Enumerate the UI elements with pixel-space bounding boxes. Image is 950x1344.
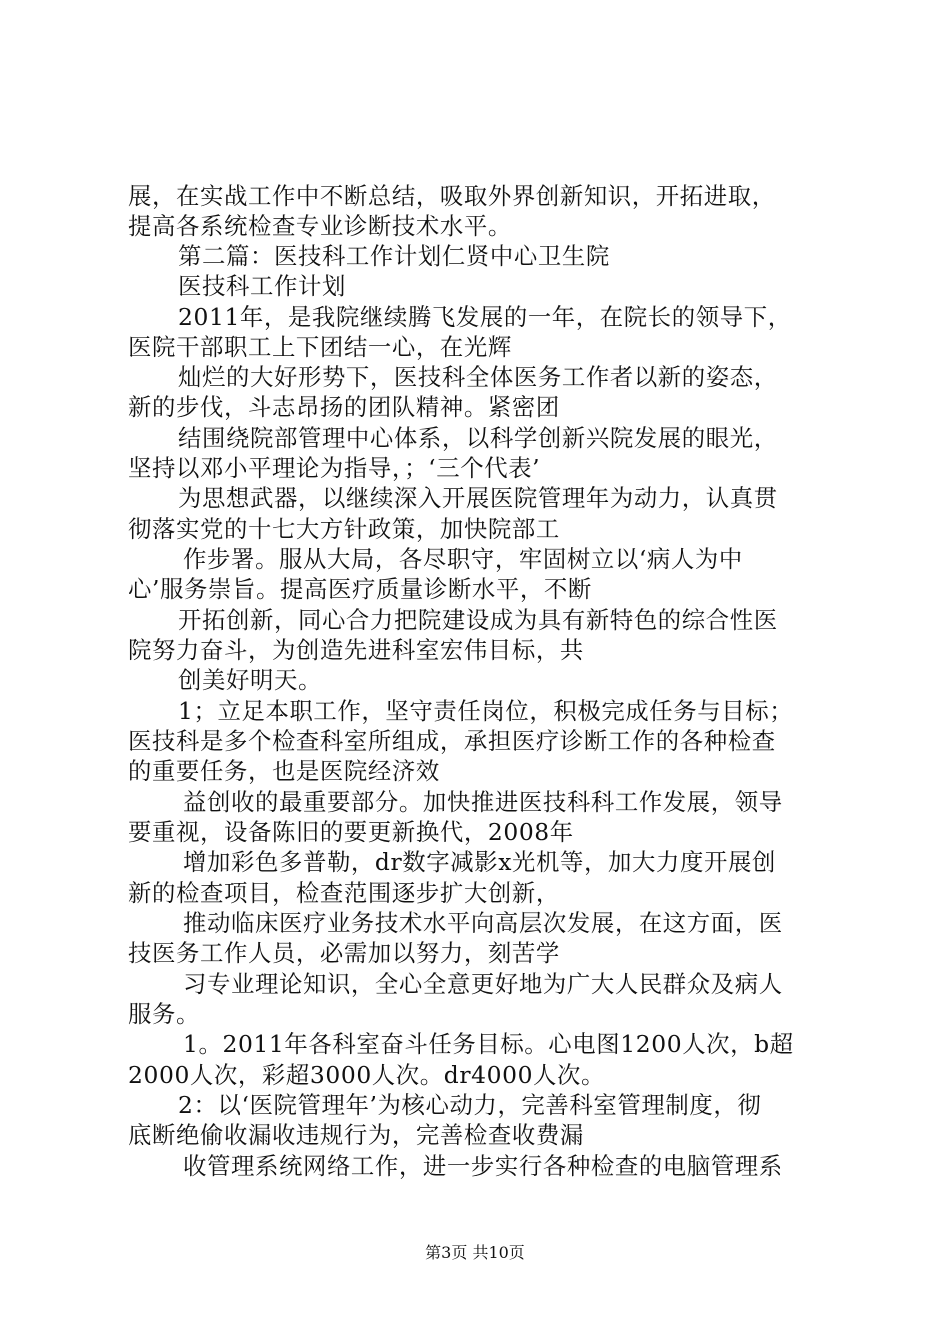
text-line: 新的步伐，斗志昂扬的团队精神。紧密团	[128, 393, 560, 421]
text-line: 院努力奋斗，为创造先进科室宏伟目标，共	[128, 636, 584, 664]
text-line: 为思想武器，以继续深入开展医院管理年为动力，认真贯	[178, 484, 778, 512]
text-line: 2：以‘医院管理年’为核心动力，完善科室管理制度，彻	[178, 1091, 762, 1119]
page-indicator: 第3页 共10页	[425, 1243, 525, 1262]
text-line: 2000人次，彩超3000人次。dr4000人次。	[128, 1061, 606, 1089]
text-line: 底断绝偷收漏收违规行为，完善检查收费漏	[128, 1121, 584, 1149]
text-line: 医技科是多个检查科室所组成，承担医疗诊断工作的各种检查	[128, 727, 776, 755]
text-line: 开拓创新，同心合力把院建设成为具有新特色的综合性医	[178, 606, 778, 634]
text-line: 展，在实战工作中不断总结，吸取外界创新知识，开拓进取，	[128, 182, 776, 210]
text-line: 坚持以邓小平理论为指导，；‘三个代表’	[128, 454, 541, 482]
text-line: 灿烂的大好形势下，医技科全体医务工作者以新的姿态，	[178, 363, 778, 391]
text-line: 推动临床医疗业务技术水平向高层次发展，在这方面，医	[183, 909, 783, 937]
text-line: 医院干部职工上下团结一心，在光辉	[128, 333, 512, 361]
text-line: 彻落实党的十七大方针政策，加快院部工	[128, 515, 560, 543]
text-line: 习专业理论知识，全心全意更好地为广大人民群众及病人	[183, 970, 783, 998]
text-line: 1；立足本职工作，坚守责任岗位，积极完成任务与目标；	[178, 697, 794, 725]
text-line: 要重视，设备陈旧的要更新换代，2008年	[128, 818, 574, 846]
text-line: 心’服务崇旨。提高医疗质量诊断水平，不断	[128, 575, 592, 603]
text-line: 1。2011年各科室奋斗任务目标。心电图1200人次，b超	[183, 1030, 794, 1058]
plan-title: 医技科工作计划	[178, 272, 346, 300]
text-line: 提高各系统检查专业诊断技术水平。	[128, 212, 512, 240]
text-line: 新的检查项目，检查范围逐步扩大创新，	[128, 879, 560, 907]
text-line: 作步署。服从大局，各尽职守，牢固树立以‘病人为中	[183, 545, 743, 573]
section-heading: 第二篇：医技科工作计划仁贤中心卫生院	[178, 242, 610, 270]
text-line: 技医务工作人员，必需加以努力，刻苦学	[128, 939, 560, 967]
text-line: 的重要任务，也是医院经济效	[128, 757, 440, 785]
text-line: 2011年，是我院继续腾飞发展的一年，在院长的领导下，	[178, 303, 792, 331]
text-line: 服务。	[128, 1000, 200, 1028]
text-line: 增加彩色多普勒，dr数字减影x光机等，加大力度开展创	[183, 848, 776, 876]
text-line: 益创收的最重要部分。加快推进医技科科工作发展，领导	[183, 788, 783, 816]
text-line: 收管理系统网络工作，进一步实行各种检查的电脑管理系	[183, 1152, 783, 1180]
text-line: 创美好明天。	[178, 666, 322, 694]
text-line: 结围绕院部管理中心体系，以科学创新兴院发展的眼光，	[178, 424, 778, 452]
